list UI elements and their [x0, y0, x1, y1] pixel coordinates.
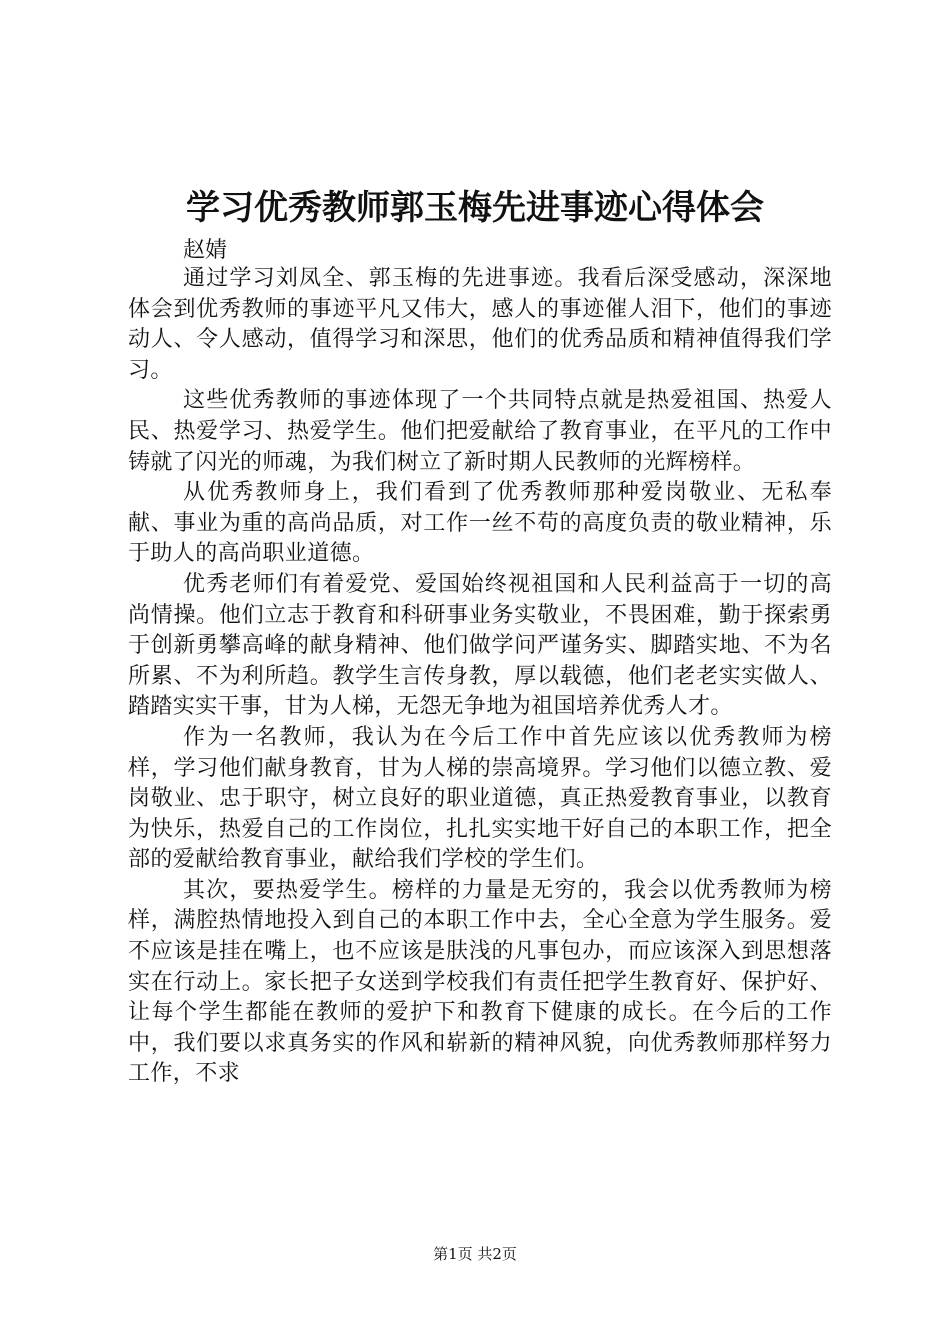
- paragraph: 其次，要热爱学生。榜样的力量是无穷的，我会以优秀教师为榜样，满腔热情地投入到自己的本职工作中去，全心全意为学生服务。爱不应该是挂在嘴上，也不应该是肤浅的凡事包办，而应该深入到思想落实在行动上。家长把子女送到学校我们有责任把学生教育好、保护好、让每个学生都能在教师的爱护下和教育下健康的成长。在今后的工作中，我们要以求真务实的作风和崭新的精神风貌，向优秀教师那样努力工作，不求: [128, 877, 832, 1087]
- document-body: [128, 264, 832, 1090]
- paragraph: 通过学习刘凤全、郭玉梅的先进事迹。我看后深受感动，深深地体会到优秀教师的事迹平凡又伟大，感人的事迹催人泪下，他们的事迹动人、令人感动，值得学习和深思，他们的优秀品质和精神值得我们学习。: [128, 266, 832, 383]
- author-name: 赵婧: [183, 238, 228, 263]
- paragraph: 这些优秀教师的事迹体现了一个共同特点就是热爱祖国、热爱人民、热爱学习、热爱学生。他们把爱献给了教育事业，在平凡的工作中铸就了闪光的师魂，为我们树立了新时期人民教师的光辉榜样。: [128, 388, 832, 475]
- page-footer: 第1页 共2页: [433, 1245, 517, 1263]
- paragraph: 作为一名教师，我认为在今后工作中首先应该以优秀教师为榜样，学习他们献身教育，甘为人梯的崇高境界。学习他们以德立教、爱岗敬业、忠于职守，树立良好的职业道德，真正热爱教育事业，以教育为快乐，热爱自己的工作岗位，扎扎实实地干好自己的本职工作，把全部的爱献给教育事业，献给我们学校的学生们。: [128, 724, 832, 873]
- document-title: 学习优秀教师郭玉梅先进事迹心得体会: [186, 188, 764, 228]
- paragraph: 从优秀教师身上，我们看到了优秀教师那种爱岗敬业、无私奉献、事业为重的高尚品质，对工作一丝不苟的高度负责的敬业精神，乐于助人的高尚职业道德。: [128, 480, 832, 567]
- paragraph: 优秀老师们有着爱党、爱国始终视祖国和人民利益高于一切的高尚情操。他们立志于教育和科研事业务实敬业，不畏困难，勤于探索勇于创新勇攀高峰的献身精神、他们做学问严谨务实、脚踏实地、不为名所累、不为利所趋。教学生言传身教，厚以载德，他们老老实实做人、踏踏实实干事，甘为人梯，无怨无争地为祖国培养优秀人才。: [128, 571, 832, 720]
